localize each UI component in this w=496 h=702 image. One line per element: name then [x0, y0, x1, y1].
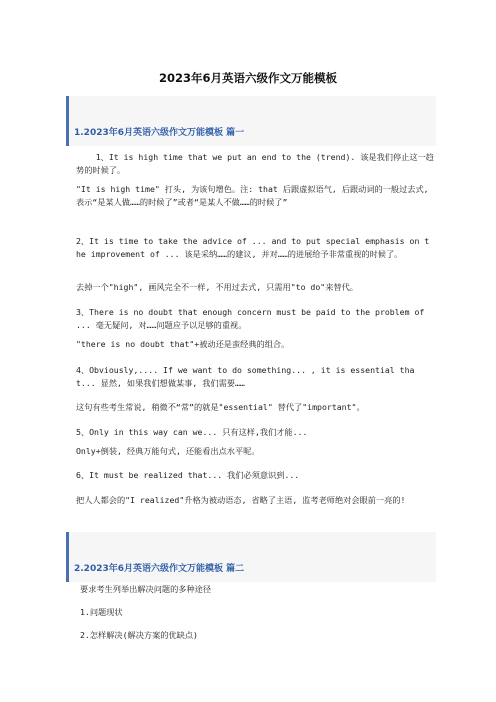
- paragraph: 去掉一个"high", 画风完全不一样, 不用过去式, 只需用"to do"来替代。: [76, 282, 358, 292]
- section-title-1: 1.2023年6月英语六级作文万能模板 篇一: [74, 128, 245, 138]
- paragraph: 4、Obviously,.... If we want to do something... , it is essential that... 显然, 如果我们想做某事, 我们需要……: [76, 365, 415, 388]
- paragraph: 5、Only in this way can we... 只有这样,我们才能...: [76, 427, 308, 437]
- paragraph: 2、It is time to take the advice of ... and to put special emphasis on the improvement of ... 该是采纳……的建议, 并对……的进展给予非常重视的时候了。: [76, 236, 430, 259]
- paragraph: 1.问题现状: [80, 607, 123, 617]
- paragraph: 要求考生列举出解决问题的多种途径: [80, 584, 212, 594]
- document-title: 2023年6月英语六级作文万能模板: [158, 71, 337, 85]
- section-title-2: 2.2023年6月英语六级作文万能模板 篇二: [74, 564, 245, 574]
- paragraph: Only+倒装, 经典万能句式, 还能看出点水平呢。: [76, 446, 260, 456]
- paragraph: "there is no doubt that"+被动还是蛮经典的组合。: [76, 339, 290, 349]
- paragraph: 6、It must be realized that... 我们必须意识到...: [76, 470, 300, 480]
- paragraph: 2.怎样解决(解决方案的优缺点): [80, 630, 198, 640]
- section-header-1: [66, 96, 436, 146]
- paragraph: 3、There is no doubt that enough concern must be paid to the problem of ... 毫无疑问, 对……问题应予以足够的重视。: [76, 307, 430, 330]
- paragraph: "It is high time" 打头, 为该句增色。注: that 后跟虚拟语气, 后跟动词的一般过去式, 表示“是某人做……的时候了”或者“是某人不做……的时候了”: [76, 184, 434, 207]
- section-header-2: [66, 532, 436, 582]
- paragraph: 这句有些考生常说, 稍微不“常”的就是"essential" 替代了"important"。: [76, 402, 365, 412]
- paragraph: 把人人都会的"I realized"升格为被动语态, 省略了主语, 监考老师绝对会眼前一亮的!: [76, 495, 406, 505]
- paragraph: 1、It is high time that we put an end to the (trend). 该是我们停止这一趋势的时候了。: [76, 152, 434, 175]
